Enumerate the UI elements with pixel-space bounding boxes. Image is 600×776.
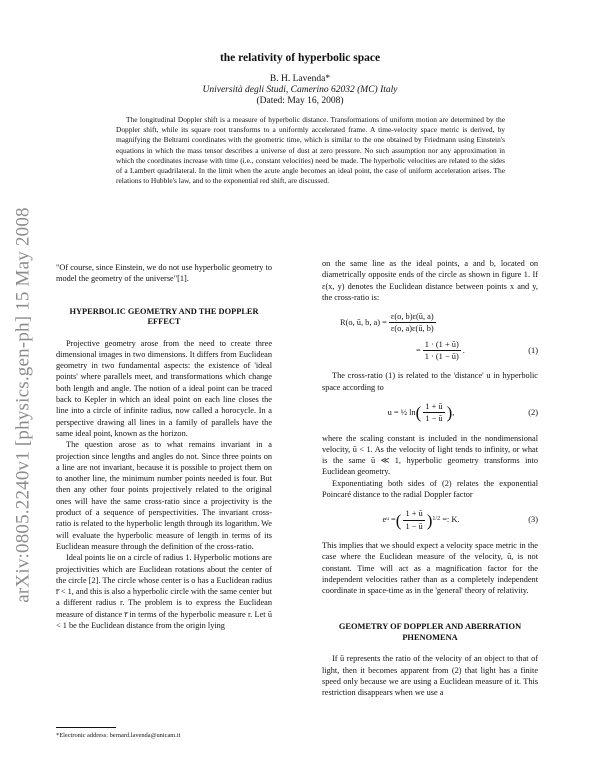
left-column [56,262,272,631]
equation-number: (3) [528,515,538,525]
footnote: *Electronic address: bernard.lavenda@unicam.it [56,732,181,739]
section-heading-hyperbolic-geometry: HYPERBOLIC GEOMETRY AND THE DOPPLER EFFECT [69,306,259,327]
eq1-lhs: R(o, ū, b, a) = [340,318,387,328]
arxiv-watermark [4,170,44,640]
eq1b-fraction: $\frac{1 \cdot (1 + ū)}{1 \cdot (1 - ū)}$ [424,339,459,362]
eq1-fraction: $\frac{\varepsilon(o, b)\varepsilon(ū, a)}{\varepsilon(o, a)\varepsilon(ū, b)}$ [390,312,434,334]
author-block [0,74,600,107]
paragraph: The question arose as to what remains invariant in a projection since lengths and angles do not. Since three points on a line are not invariant, because it is possible to project them on to another line, the minimum number points needed is four. But then any other four points projectively related to the original ones will have the same cross-ratio since a projectivity is the product of a sequence of perspectivities. The invariant cross-ratio is related to the hyperbolic length through its logarithm. We will evaluate the hyperbolic measure of length in terms of its Euclidean measure through the definition of the cross-ratio. [56,440,272,551]
date-line: (Dated: May 16, 2008) [256,96,344,106]
equation-3: eᵘ = ( $\frac{1 + ū}{1 - ū}$ ) 1/2 =: K. (3) [382,509,538,531]
paragraph: The cross-ratio (1) is related to the 'distance' u in hyperbolic space according to [322,371,538,392]
paragraph: If ū represents the ratio of the velocity of an object to that of light, then it becomes apparent from (2) that light has a finite speed only because we are using a Euclidean measure of it. This restriction disappears when we use a [322,654,538,698]
paragraph: on the same line as the ideal points, a and b, located on diametrically opposite ends of the circle as shown in figure 1. If ε(x, y) denotes the Euclidean distance between points x and y, the cross-ratio is: [322,259,538,302]
section-heading-doppler-aberration: GEOMETRY OF DOPPLER AND ABERRATION PHENOMENA [338,622,522,642]
paragraph: This implies that we should expect a velocity space metric in the case where the Euclidean measure of the velocity, ū, is not constant. Time will act as a magnification factor for the independent velocities rather than as a completely independent coordinate in space-time as in the 'general' theory of relativity. [322,540,538,596]
eq2-fraction: $\frac{1 + ū}{1 - ū}$ [425,401,443,424]
equation-number: (1) [528,345,538,355]
author-name: B. H. Lavenda* [269,74,331,84]
paragraph: Projective geometry arose from the need to create three dimensional images in two dimensions. It differs from Euclidean geometry in two fundamental aspects: the existence of 'ideal points' where parallels meet, and transformations which change both length and angle. The notion of a ideal point can be traced back to Kepler in which an ideal point on each line closes the line into a circle of infinite radius, now called a horocycle. In a perspective drawing all lines in a family of parallels have the same ideal point, known as the horizon. [56,338,272,438]
equation-number: (2) [528,408,538,418]
epigraph-quote: "Of course, since Einstein, we do not use hyperbolic geometry to model the geometry of the universe"[1]. [56,263,272,284]
abstract: The longitudinal Doppler shift is a measure of hyperbolic distance. Transformations of uniform motion are determined by the Doppler shift, while its square root transforms to a uniformly accelerated frame. A time-velocity space metric is derived, by magnifying the Beltrami coordinates with the geometric time, which is similar to the one obtained by Friedmann using Einstein's equations in which the mass tensor describes a universe of dust at zero pressure. No such assumption nor any approximation in which the coordinates increase with time (i.e., constant velocities) need be made. The hyperbolic velocities are related to the sides of a Lambert quadrilateral. In the limit when the acute angle becomes an ideal point, the case of uniform acceleration arises. The relations to Hubble's law, and to the exponential red shift, are discussed. [116,115,505,186]
footnote-rule [56,727,116,728]
right-column [322,258,538,699]
paragraph: Exponentiating both sides of (2) relates the exponential Poincaré distance to the radial Doppler factor [322,478,538,500]
affiliation: Università degli Studi, Camerino 62032 (MC) Italy [202,85,398,95]
equation-1: R(o, ū, b, a) = $\frac{\varepsilon(o, b)\varepsilon(ū, a)}{\varepsilon(o, a)\varepsilon(ū, b)}$ = $\frac{1 \cdot (1 + ū)}{1 \cdot (1 - ū)}$ . (1) [340,312,538,362]
paragraph: where the scaling constant is included in the nondimensional velocity, ū < 1. As the velocity of light tends to infinity, or what is the same ū ≪ 1, hyperbolic geometry transforms into Euclidean geometry. [322,433,538,477]
arxiv-id: arXiv:0805.2240v1 [physics.gen-ph] 15 May 2008 [13,207,35,603]
eq3-fraction: $\frac{1 + ū}{1 - ū}$ [405,509,423,531]
paper-title: the relativity of hyperbolic space [219,52,381,64]
paragraph: Ideal points lie on a circle of radius 1. Hyperbolic motions are projectivities which are Euclidean rotations about the center of the circle [2]. The circle whose center is o has a Euclidean radius r̅ < 1, and this is also a hyperbolic circle with the same center but a different radius r. The problem is to express the Euclidean measure of distance r̅ in terms of the hyperbolic measure r. Let ū < 1 be the Euclidean distance from the origin lying [56,553,272,631]
equation-2: u = ½ ln ( $\frac{1 + ū}{1 - ū}$ ) , (2) [387,401,538,424]
